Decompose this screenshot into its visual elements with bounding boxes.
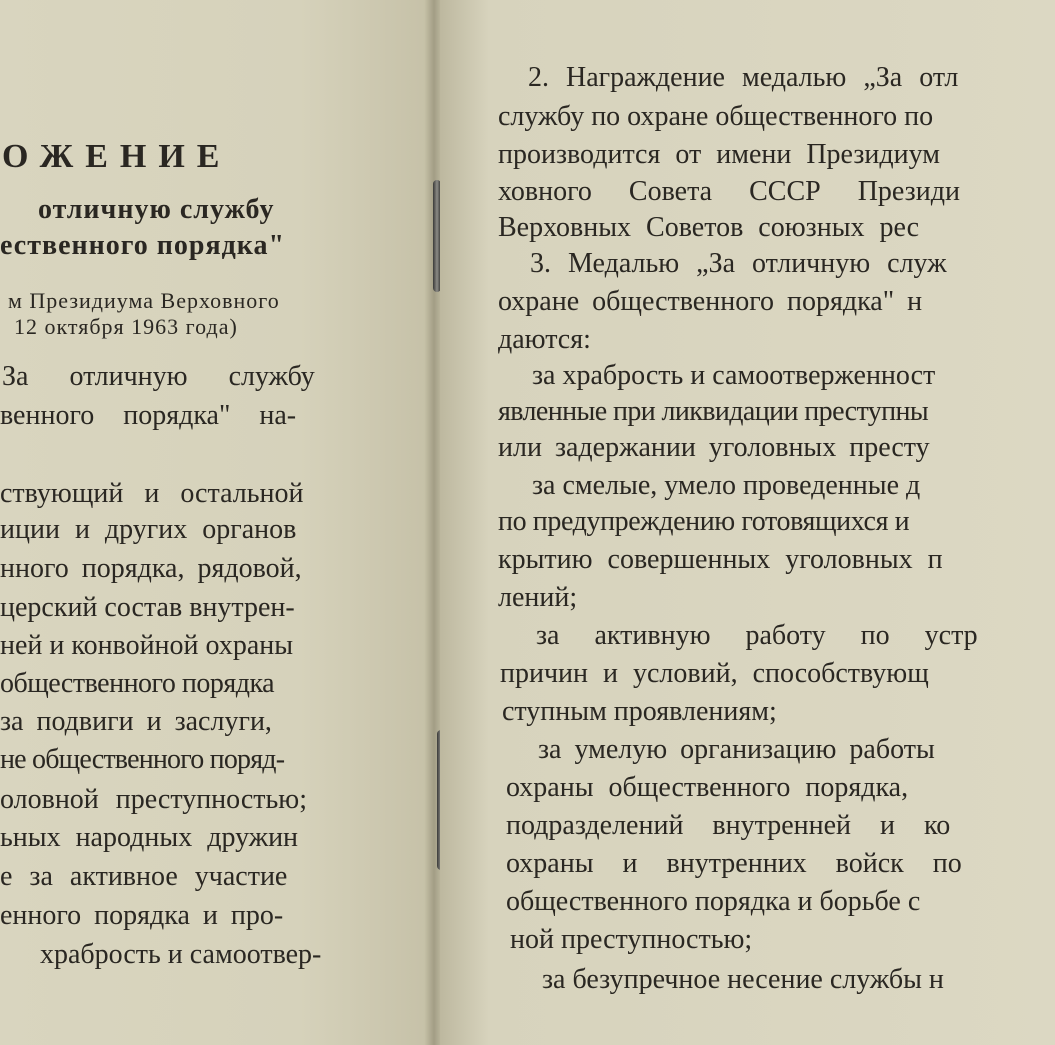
body-line: общественного порядка <box>0 668 275 699</box>
body-line: Верховных Советов союзных рес <box>498 212 920 243</box>
body-line: 3. Медалью „За отличную служ <box>530 248 947 279</box>
body-line: не общественного поряд- <box>0 744 285 775</box>
body-line: охраны общественного порядка, <box>506 772 909 803</box>
subtitle-line-1: отличную службу <box>38 194 275 225</box>
body-line: за активную работу по устр <box>536 620 978 651</box>
body-line: церский состав внутрен- <box>0 592 295 623</box>
body-line: охране общественного порядка" н <box>498 286 923 317</box>
body-line: е за активное участие <box>0 861 288 892</box>
body-line: 2. Награждение медалью „За отл <box>528 62 959 93</box>
body-line: ной преступностью; <box>510 924 753 955</box>
subtitle-line-2: ественного порядка" <box>0 230 286 261</box>
body-line: ьных народных дружин <box>0 822 299 853</box>
body-line: оловной преступностью; <box>0 784 307 815</box>
body-line: за подвиги и заслуги, <box>0 706 272 737</box>
body-line: за смелые, умело проведенные д <box>532 470 921 501</box>
body-line: иции и других органов <box>0 514 297 545</box>
body-line: по предупреждению готовящихся и <box>498 506 910 537</box>
right-page <box>440 0 1055 1045</box>
body-line: ховного Совета СССР Президи <box>498 176 960 207</box>
left-page <box>0 0 428 1045</box>
body-line: енного порядка и про- <box>0 900 284 931</box>
document-heading: ОЖЕНИЕ <box>2 138 232 175</box>
body-line: ней и конвойной охраны <box>0 630 294 661</box>
body-line: ступным проявлениям; <box>502 696 777 727</box>
body-line: лений; <box>498 582 578 613</box>
body-line: ствующий и остальной <box>0 478 304 509</box>
body-line: явленные при ликвидации преступны <box>498 396 929 427</box>
ghost-imprint <box>10 30 28 83</box>
body-line: службу по охране общественного по <box>498 101 934 132</box>
body-line: даются: <box>498 324 591 355</box>
body-line: причин и условий, способствующ <box>500 658 929 689</box>
body-line: или задержании уголовных престу <box>498 432 930 463</box>
body-line: крытию совершенных уголовных п <box>498 544 943 575</box>
body-line: нного порядка, рядовой, <box>0 553 302 584</box>
body-line: общественного порядка и борьбе с <box>506 886 921 917</box>
body-line: за безупречное несение службы н <box>542 964 944 995</box>
decree-line-1: м Президиума Верховного <box>8 288 280 313</box>
body-line: храбрость и самоотвер- <box>40 939 322 970</box>
body-line: За отличную службу <box>2 361 315 392</box>
body-line: производится от имени Президиум <box>498 139 940 170</box>
body-line: венного порядка" на- <box>0 400 297 431</box>
decree-line-2: 12 октября 1963 года) <box>14 314 238 339</box>
body-line: за умелую организацию работы <box>538 734 935 765</box>
body-line: подразделений внутренней и ко <box>506 810 951 841</box>
body-line: охраны и внутренних войск по <box>506 848 962 879</box>
body-line: за храбрость и самоотверженност <box>532 360 936 391</box>
